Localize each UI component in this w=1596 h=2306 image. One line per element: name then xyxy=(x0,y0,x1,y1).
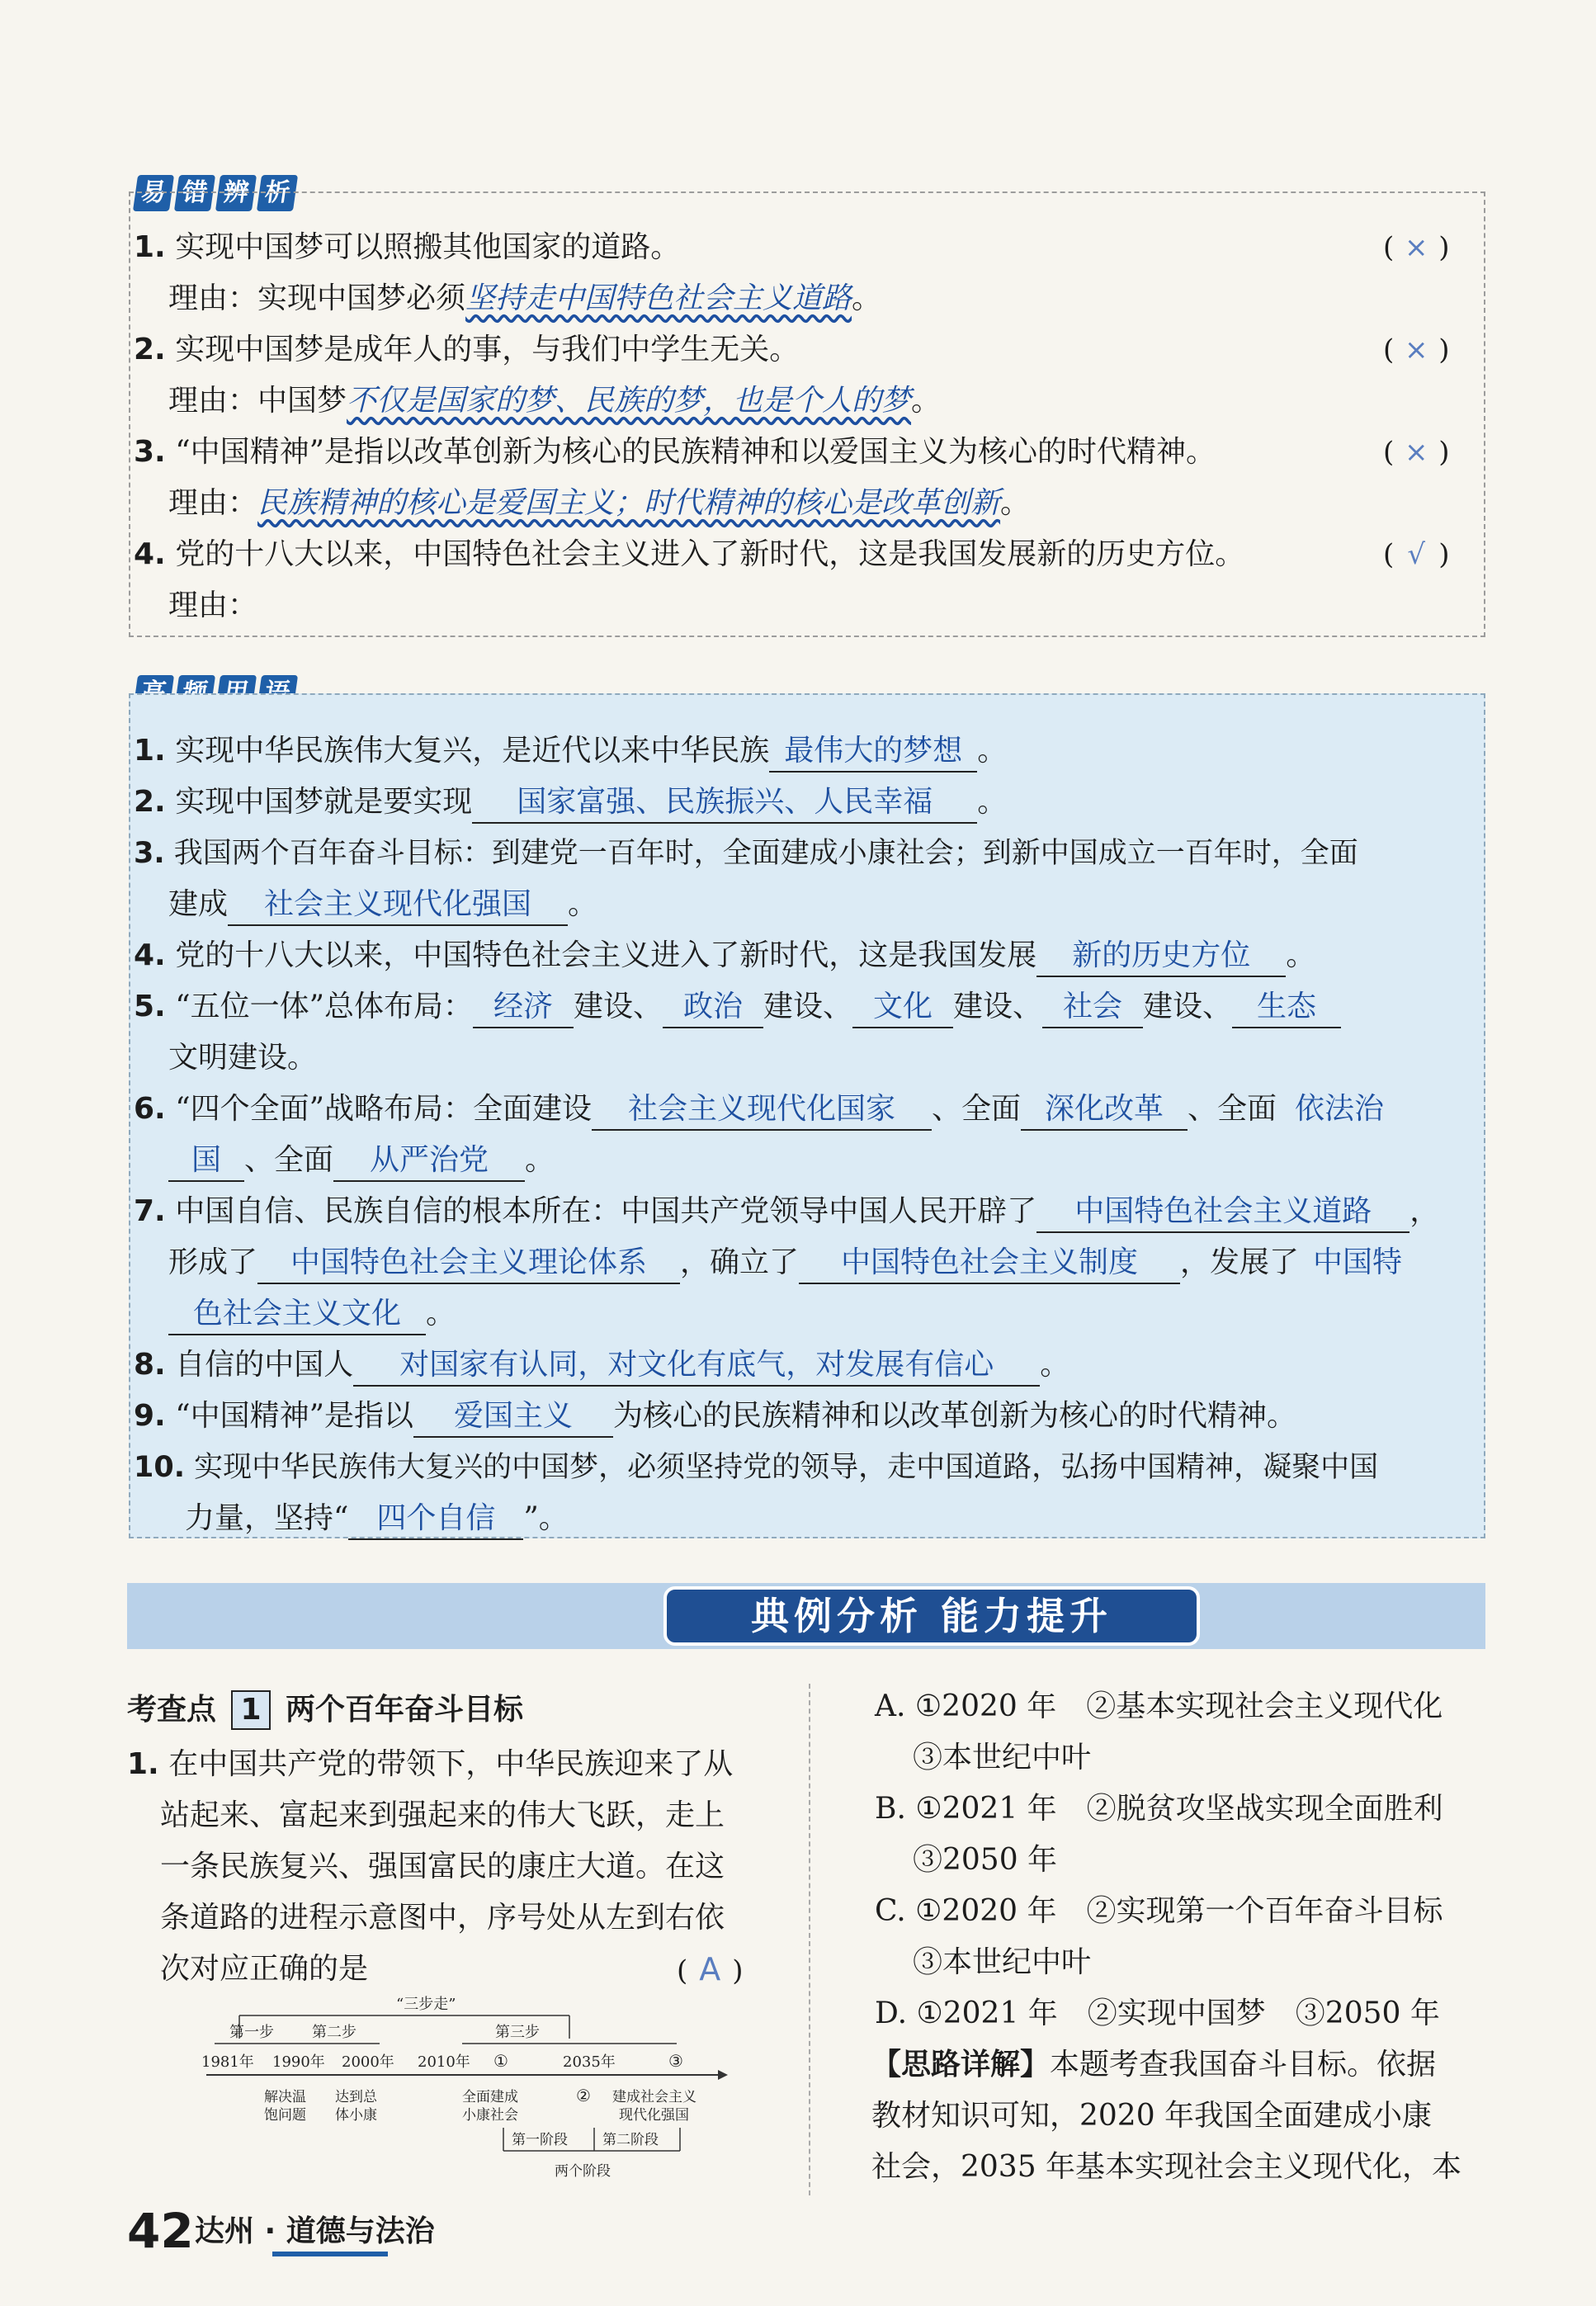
reason-line xyxy=(168,279,881,319)
fill-answer: 爱国主义 xyxy=(413,1396,613,1438)
silu-label: 【思路详解】 xyxy=(871,2048,1051,2082)
option-a-cont xyxy=(913,1738,1091,1778)
item-text: 我国两个百年奋斗目标：到建党一百年时，全面建成小康社会；到新中国成立一百年时，全面 xyxy=(173,837,1358,870)
reason-end: 。 xyxy=(1000,486,1031,520)
fill-answer: 中国特 xyxy=(1313,1245,1403,1279)
item-text: 实现中华民族伟大复兴，是近代以来中华民族 xyxy=(175,734,770,768)
reason-label: 理由： xyxy=(168,588,258,622)
item-text: “中国精神”是指以 xyxy=(175,1399,413,1433)
gaopin-item-3-cont xyxy=(168,885,597,926)
option-d xyxy=(875,1994,1440,2034)
step-label: 第二步 xyxy=(312,2024,357,2041)
item-end: ”。 xyxy=(523,1501,569,1535)
item-text: 建设、 xyxy=(953,990,1043,1023)
fill-answer: 最伟大的梦想 xyxy=(769,731,977,773)
judge-paren: ( × ) xyxy=(1383,432,1450,472)
gaopin-item-2 xyxy=(134,782,1007,824)
option-a xyxy=(875,1687,1443,1727)
fill-answer: 中国特色社会主义理论体系 xyxy=(257,1243,680,1284)
item-text: 形成了 xyxy=(168,1245,258,1279)
question-line xyxy=(160,1796,725,1836)
item-text: 中国自信、民族自信的根本所在：中国共产党领导中国人民开辟了 xyxy=(175,1194,1037,1228)
item-text: 实现中国梦就是要实现 xyxy=(175,785,473,819)
fill-answer: 社会主义现代化国家 xyxy=(592,1089,932,1131)
option-b xyxy=(875,1789,1443,1829)
item-text: 建设、 xyxy=(1143,990,1233,1023)
page-number: 42 xyxy=(127,2203,194,2259)
reason-answer: 不仅是国家的梦、民族的梦，也是个人的梦 xyxy=(347,384,912,418)
item-number: 1. xyxy=(134,230,166,264)
item-text: ，发展了 xyxy=(1180,1245,1300,1279)
milestone-text: 体小康 xyxy=(335,2107,377,2124)
question-line xyxy=(160,1898,725,1938)
phase-label: 第一阶段 xyxy=(512,2132,568,2148)
question-line xyxy=(160,1847,725,1887)
item-text: 建设、 xyxy=(574,990,663,1023)
fill-answer: 国家富强、民族振兴、人民幸福 xyxy=(472,782,977,824)
gaopin-item-7 xyxy=(134,1192,1439,1233)
column-divider xyxy=(809,1684,810,2195)
item-end: 。 xyxy=(426,1297,456,1330)
option-text: ③本世纪中叶 xyxy=(913,1741,1092,1774)
item-number: 3. xyxy=(134,837,165,870)
gaopin-item-7-cont xyxy=(168,1243,1416,1284)
fill-answer: 深化改革 xyxy=(1021,1089,1188,1131)
item-text: 力量，坚持“ xyxy=(185,1501,349,1535)
silu-line xyxy=(871,2045,1436,2085)
reason-line xyxy=(168,484,1030,523)
reason-label: 理由：实现中国梦必须 xyxy=(168,281,466,315)
question-line xyxy=(127,1745,733,1784)
item-number: 6. xyxy=(134,1092,166,1126)
milestone-text: 全面建成 xyxy=(462,2089,518,2105)
reason-end: 。 xyxy=(911,384,942,418)
milestone-text: 解决温 xyxy=(264,2089,306,2105)
item-number: 9. xyxy=(134,1399,166,1433)
item-number: 2. xyxy=(134,785,166,819)
circle-number: ① xyxy=(493,2051,508,2071)
silu-text: 本题考查我国奋斗目标。依据 xyxy=(1050,2048,1437,2082)
reason-line xyxy=(168,586,257,626)
gaopin-item-10 xyxy=(134,1448,1378,1487)
option-text: A. ①2020 年 ②基本实现社会主义现代化 xyxy=(875,1689,1443,1723)
option-text: C. ①2020 年 ②实现第一个百年奋斗目标 xyxy=(875,1894,1443,1928)
option-text: B. ①2021 年 ②脱贫攻坚战实现全面胜利 xyxy=(875,1792,1443,1826)
reason-label: 理由：中国梦 xyxy=(168,384,347,418)
fill-answer: 经济 xyxy=(473,987,574,1028)
option-b-cont xyxy=(913,1841,1057,1880)
item-number: 1. xyxy=(134,734,166,768)
gaopin-item-9 xyxy=(134,1396,1296,1438)
yicuo-item-3 xyxy=(134,432,1216,472)
option-c xyxy=(875,1892,1443,1931)
silu-line xyxy=(871,2096,1432,2136)
circle-number: ② xyxy=(576,2086,591,2105)
option-text: D. ①2021 年 ②实现中国梦 ③2050 年 xyxy=(875,1996,1440,2030)
item-number: 4. xyxy=(134,537,166,571)
item-number: 5. xyxy=(134,990,166,1023)
item-text: 、全面 xyxy=(244,1143,334,1177)
phases-caption: 两个阶段 xyxy=(555,2163,611,2180)
question-number: 1. xyxy=(127,1747,159,1781)
fill-answer: 中国特色社会主义制度 xyxy=(799,1243,1180,1284)
section-banner xyxy=(127,1583,1485,1649)
kaodian-title: 两个百年奋斗目标 xyxy=(286,1693,524,1727)
silu-line xyxy=(871,2148,1461,2187)
item-text: 自信的中国人 xyxy=(175,1348,354,1382)
question-text: 在中国共产党的带领下，中华民族迎来了从 xyxy=(168,1747,734,1781)
option-c-cont xyxy=(913,1943,1091,1982)
question-text: 条道路的进程示意图中，序号处从左到右依 xyxy=(160,1901,725,1935)
item-text: “中国精神”是指以改革创新为核心的民族精神和以爱国主义为核心的时代精神。 xyxy=(175,435,1216,469)
item-end: 。 xyxy=(977,785,1008,819)
tag-char: 析 xyxy=(257,175,298,211)
item-number: 4. xyxy=(134,938,166,972)
gaopin-item-3 xyxy=(134,834,1358,873)
item-text: 党的十八大以来，中国特色社会主义进入了新时代，这是我国发展 xyxy=(175,938,1037,972)
item-number: 8. xyxy=(134,1348,166,1382)
year-label: 1981年 xyxy=(201,2053,254,2071)
fill-answer: 新的历史方位 xyxy=(1036,936,1286,977)
milestone-text: 现代化强国 xyxy=(619,2107,689,2124)
item-text: 实现中国梦是成年人的事，与我们中学生无关。 xyxy=(175,333,800,366)
fill-answer: 政治 xyxy=(663,987,763,1028)
gaopin-item-5 xyxy=(134,987,1341,1028)
diagram-top-label: “三步走” xyxy=(396,1996,456,2013)
gaopin-item-7-cont2 xyxy=(168,1294,456,1335)
silu-text: 社会，2035 年基本实现社会主义现代化，本 xyxy=(871,2150,1462,2184)
judge-mark: × xyxy=(1405,436,1428,469)
item-text: 实现中国梦可以照搬其他国家的道路。 xyxy=(175,230,681,264)
reason-line xyxy=(168,381,941,421)
footer-title: 达州 · 道德与法治 xyxy=(195,2214,435,2248)
reason-answer: 民族精神的核心是爱国主义；时代精神的核心是改革创新 xyxy=(257,486,1001,520)
item-text: 、全面 xyxy=(1188,1092,1277,1126)
item-text: 建设、 xyxy=(763,990,853,1023)
milestone-text: 建成社会主义 xyxy=(612,2089,696,2105)
judge-paren: ( √ ) xyxy=(1383,535,1450,574)
milestone-text: 达到总 xyxy=(335,2089,377,2105)
judge-mark: × xyxy=(1405,231,1428,264)
item-number: 3. xyxy=(134,435,166,469)
judge-mark: × xyxy=(1405,333,1428,366)
yicuo-item-2 xyxy=(134,330,799,370)
fill-answer: 色社会主义文化 xyxy=(168,1294,426,1335)
answer-paren: ( A ) xyxy=(677,1951,744,1987)
item-end: 。 xyxy=(1040,1348,1070,1382)
item-text: 为核心的民族精神和以改革创新为核心的时代精神。 xyxy=(613,1399,1297,1433)
item-text: 文明建设。 xyxy=(168,1041,318,1075)
item-text: 实现中华民族伟大复兴的中国梦，必须坚持党的领导，走中国道路，弘扬中国精神，凝聚中国 xyxy=(194,1451,1379,1484)
gaopin-item-8 xyxy=(134,1345,1070,1387)
tag-char: 辨 xyxy=(215,175,257,211)
phase-label: 第二阶段 xyxy=(602,2132,659,2148)
yicuo-item-4 xyxy=(134,535,1244,574)
fill-answer: 依法治 xyxy=(1295,1092,1385,1126)
tag-char: 错 xyxy=(174,175,215,211)
tag-char: 易 xyxy=(133,175,174,211)
item-text: “五位一体”总体布局： xyxy=(175,990,473,1023)
year-label: 2035年 xyxy=(563,2053,616,2071)
question-line xyxy=(160,1949,368,1989)
reason-label: 理由： xyxy=(168,486,258,520)
step-label: 第一步 xyxy=(229,2024,274,2041)
fill-answer: 国 xyxy=(168,1141,244,1182)
footer-accent-bar xyxy=(272,2252,388,2256)
fill-answer: 对国家有认同，对文化有底气，对发展有信心 xyxy=(353,1345,1040,1387)
yicuo-item-1 xyxy=(134,228,680,267)
gaopin-item-6 xyxy=(134,1089,1402,1131)
kaodian-heading xyxy=(127,1689,523,1732)
year-label: 2000年 xyxy=(342,2053,394,2071)
year-label: 2010年 xyxy=(418,2053,470,2071)
fill-answer: 生态 xyxy=(1232,987,1341,1028)
fill-answer: 四个自信 xyxy=(348,1499,523,1540)
answer-mark: A xyxy=(699,1951,721,1987)
judge-mark: √ xyxy=(1407,538,1426,571)
item-text: 、全面 xyxy=(932,1092,1022,1126)
item-text: ， xyxy=(1409,1194,1440,1228)
item-end: 。 xyxy=(568,887,598,921)
gaopin-item-4 xyxy=(134,936,1315,977)
question-text: 站起来、富起来到强起来的伟大飞跃，走上 xyxy=(160,1798,725,1832)
item-number: 2. xyxy=(134,333,166,366)
fill-answer: 社会主义现代化强国 xyxy=(228,885,568,926)
fill-answer: 社会 xyxy=(1042,987,1143,1028)
item-end: 。 xyxy=(525,1143,555,1177)
banner-title: 典例分析 能力提升 xyxy=(663,1586,1200,1646)
item-text: 建成 xyxy=(168,887,229,921)
item-end: 。 xyxy=(977,734,1008,768)
item-number: 10. xyxy=(134,1451,186,1484)
item-text: ，确立了 xyxy=(680,1245,800,1279)
fill-answer: 中国特色社会主义道路 xyxy=(1036,1192,1409,1233)
milestone-text: 小康社会 xyxy=(462,2107,518,2124)
kaodian-number: 1 xyxy=(231,1690,271,1730)
judge-paren: ( × ) xyxy=(1383,330,1450,370)
step-label: 第三步 xyxy=(495,2024,540,2041)
gaopin-item-6-cont xyxy=(168,1141,555,1182)
kaodian-label: 考查点 xyxy=(127,1693,217,1727)
item-text: 党的十八大以来，中国特色社会主义进入了新时代，这是我国发展新的历史方位。 xyxy=(175,537,1245,571)
judge-paren: ( × ) xyxy=(1383,228,1450,267)
gaopin-item-5-cont xyxy=(168,1038,317,1078)
question-text: 一条民族复兴、强国富民的康庄大道。在这 xyxy=(160,1850,725,1883)
reason-answer: 坚持走中国特色社会主义道路 xyxy=(465,281,852,315)
year-label: 1990年 xyxy=(272,2053,325,2071)
item-text: “四个全面”战略布局：全面建设 xyxy=(175,1092,592,1126)
reason-end: 。 xyxy=(852,281,882,315)
circle-number: ③ xyxy=(668,2051,683,2071)
question-text: 次对应正确的是 xyxy=(160,1952,369,1986)
option-text: ③2050 年 xyxy=(913,1843,1058,1877)
option-text: ③本世纪中叶 xyxy=(913,1945,1092,1979)
fill-answer: 文化 xyxy=(852,987,953,1028)
gaopin-item-10-cont xyxy=(185,1499,569,1540)
gaopin-item-1 xyxy=(134,731,1007,773)
item-number: 7. xyxy=(134,1194,166,1228)
milestone-text: 饱问题 xyxy=(264,2107,306,2124)
fill-answer: 从严治党 xyxy=(333,1141,525,1182)
item-end: 。 xyxy=(1286,938,1316,972)
silu-text: 教材知识可知，2020 年我国全面建成小康 xyxy=(871,2099,1433,2133)
timeline-diagram xyxy=(190,1989,751,2195)
